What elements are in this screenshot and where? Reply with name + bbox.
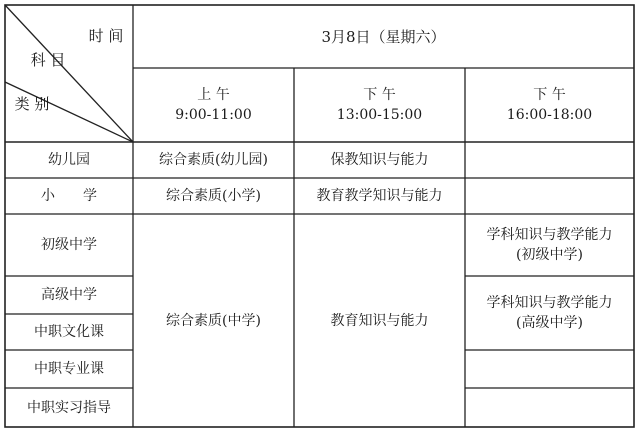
category-vocational-practice: 中职实习指导 bbox=[27, 399, 111, 416]
cell-line: (初级中学) bbox=[516, 247, 583, 263]
session-name: 下 午 bbox=[363, 87, 396, 103]
session-time: 9:00-11:00 bbox=[175, 107, 252, 123]
category-primary: 小 学 bbox=[41, 188, 97, 204]
category-kindergarten: 幼儿园 bbox=[48, 152, 90, 168]
cell-primary-pm1: 教育教学知识与能力 bbox=[316, 188, 443, 204]
category-junior-high: 初级中学 bbox=[41, 237, 97, 253]
cell-junior-pm2 bbox=[465, 214, 634, 276]
session-header-am bbox=[133, 68, 294, 142]
cell-line: 学科知识与教学能力 bbox=[486, 227, 613, 243]
header-time-label: 时 间 bbox=[88, 27, 124, 45]
session-name: 上 午 bbox=[197, 87, 230, 103]
session-time: 16:00-18:00 bbox=[506, 107, 593, 123]
cell-secondary-pm1: 教育知识与能力 bbox=[330, 312, 429, 329]
cell-secondary-am: 综合素质(中学) bbox=[166, 312, 261, 329]
session-header-pm1 bbox=[294, 68, 465, 142]
cell-senior-pm2 bbox=[465, 276, 634, 350]
session-time: 13:00-15:00 bbox=[336, 107, 423, 123]
cell-line: (高级中学) bbox=[516, 315, 583, 331]
category-vocational-culture: 中职文化课 bbox=[34, 324, 104, 340]
category-vocational-specialty: 中职专业课 bbox=[34, 361, 104, 377]
date-header: 3月8日（星期六） bbox=[321, 27, 446, 46]
cell-primary-am: 综合素质(小学) bbox=[166, 188, 261, 204]
header-category-label: 类 别 bbox=[14, 95, 50, 113]
session-header-pm2 bbox=[465, 68, 634, 142]
cell-line: 学科知识与教学能力 bbox=[486, 295, 613, 311]
cell-kindergarten-pm1: 保教知识与能力 bbox=[330, 152, 429, 168]
session-name: 下 午 bbox=[533, 87, 566, 103]
cell-kindergarten-am: 综合素质(幼儿园) bbox=[159, 152, 268, 168]
header-subject-label: 科 目 bbox=[30, 51, 66, 69]
category-senior-high: 高级中学 bbox=[41, 287, 97, 303]
